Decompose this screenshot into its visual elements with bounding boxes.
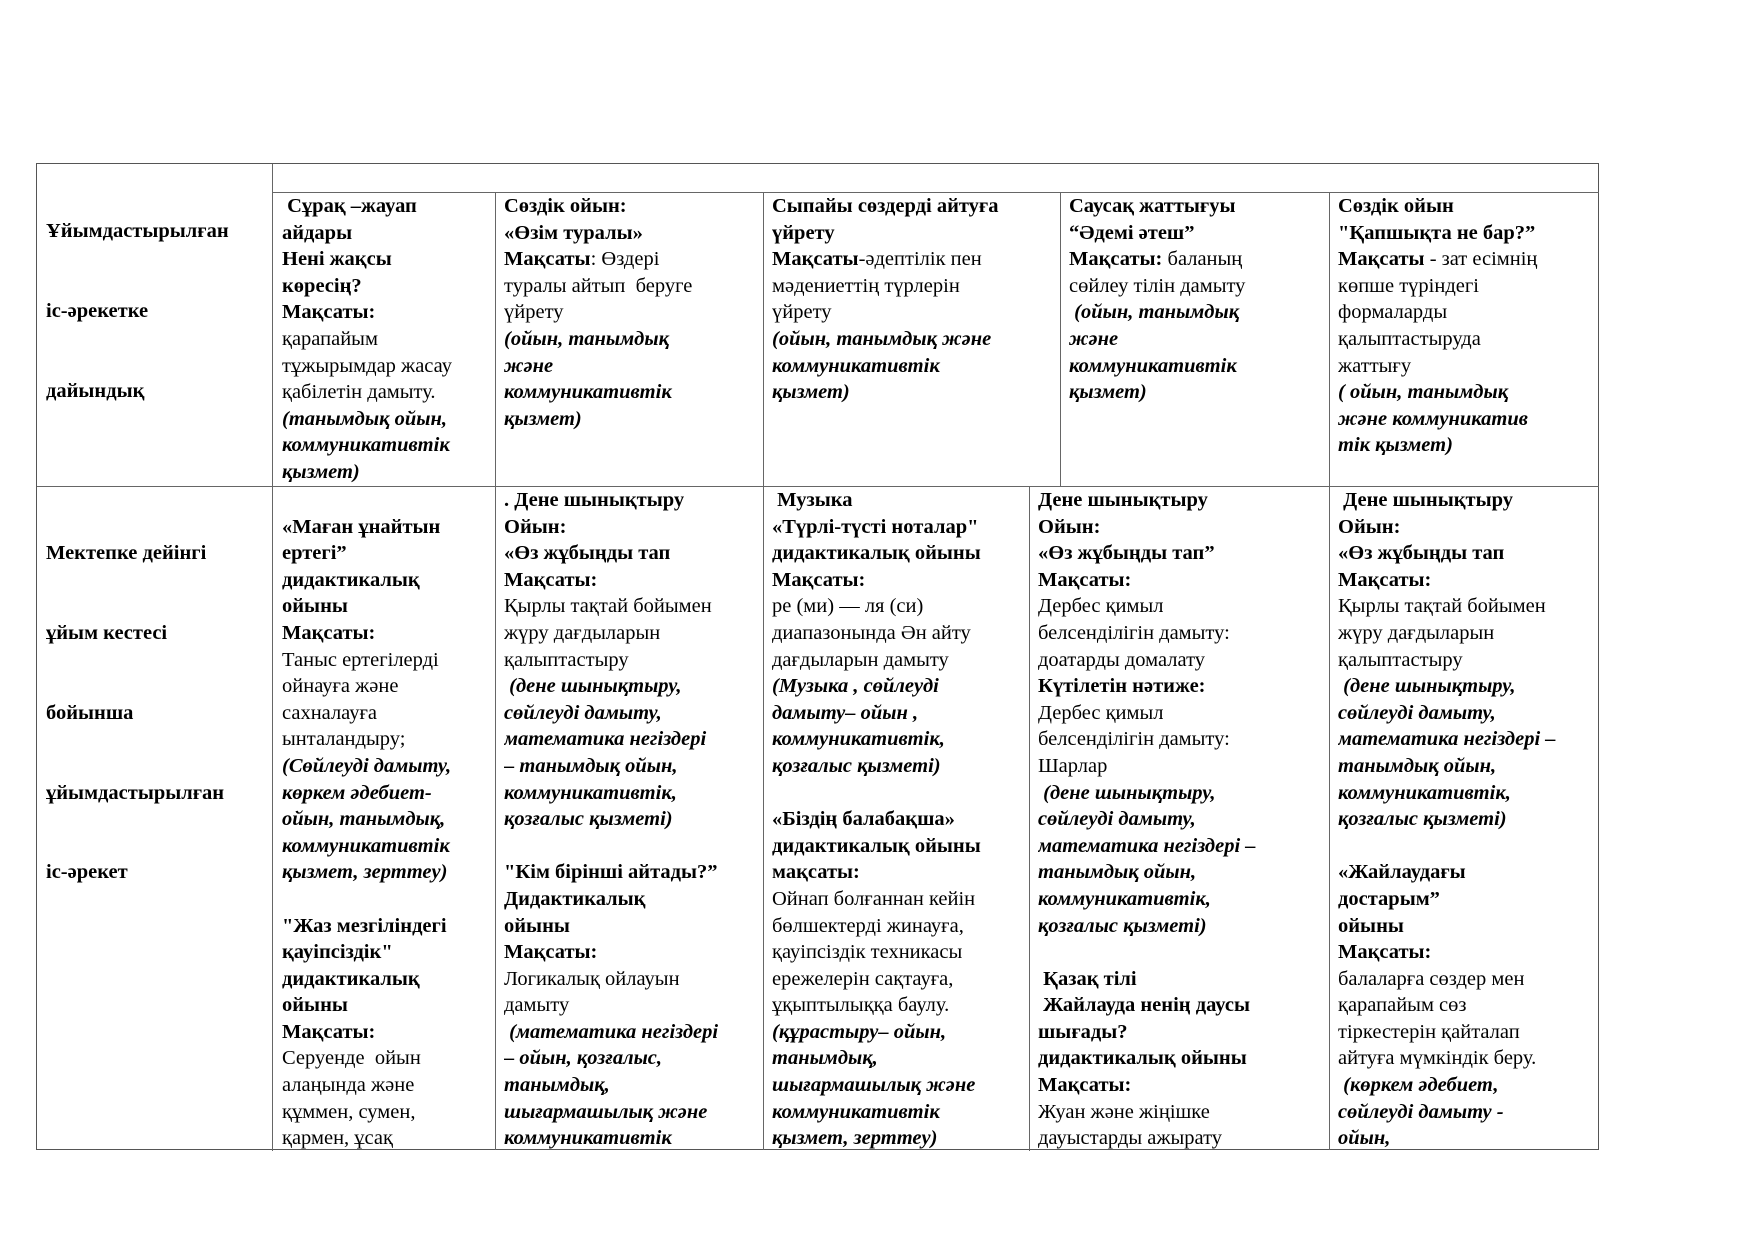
cell-line: сөйлеуді дамыту,: [1038, 808, 1196, 831]
schedule-table: [36, 163, 1599, 1150]
cell-line: Нені жақсы: [282, 248, 392, 271]
cell-line: шығармашылық және: [504, 1100, 708, 1123]
cell-line: ойыны: [1338, 914, 1404, 937]
cell-line: мақсаты:: [772, 861, 860, 884]
cell-line: . Дене шынықтыру: [504, 489, 685, 511]
cell-line: коммуникативтік,: [772, 728, 945, 751]
cell-line: көпше түріндегі: [1338, 274, 1479, 297]
cell-line: Мақсаты:: [1338, 568, 1432, 591]
row-header-line: ұйым кестесі: [46, 621, 168, 644]
cell-line: көркем әдебиет-: [282, 781, 432, 804]
cell-line: ережелерін сақтауға,: [772, 967, 954, 990]
cell-line: дидактикалық ойыны: [772, 834, 981, 857]
cell-line: – ойын, қозғалыс,: [504, 1047, 663, 1070]
cell-line: бөлшектерді жинауға,: [772, 914, 964, 937]
cell-line: қозғалыс қызметі): [504, 808, 673, 831]
cell-line: ре (ми) — ля (си): [772, 595, 924, 618]
cell-line: дамыту– ойын ,: [772, 701, 919, 724]
prep-cell: [504, 193, 762, 485]
cell-line: Мақсаты:: [1038, 568, 1132, 591]
cell-line: тұжырымдар жасау: [282, 354, 452, 377]
cell-line: «Өзім туралы»: [504, 221, 643, 244]
cell-line: Мақсаты:: [504, 568, 598, 591]
cell-line: ойыны: [282, 994, 348, 1017]
cell-line: көресің?: [282, 274, 362, 297]
cell-line: қызмет): [1069, 381, 1147, 404]
cell-line: дауыстарды ажырату: [1038, 1127, 1223, 1149]
cell-line: Мақсаты:: [282, 301, 376, 324]
cell-line: (ойын, танымдық: [504, 327, 669, 350]
cell-line: [282, 886, 494, 913]
cell-line: Дене шынықтыру: [1338, 489, 1514, 511]
cell-line: ойыны: [504, 914, 570, 937]
cell-line: ұқыптылыққа баулу.: [772, 994, 950, 1017]
cell-line: формаларды: [1338, 301, 1448, 324]
cell-line: қозғалыс қызметі): [1338, 808, 1507, 831]
cell-line: туралы айтып беруге: [504, 274, 693, 297]
cell-line: жаттығу: [1338, 354, 1412, 377]
cell-line: ойын, танымдық,: [282, 808, 446, 831]
cell-line-rest: - зат есімнің: [1424, 248, 1538, 271]
cell-line: қалыптастыру: [1338, 648, 1463, 671]
cell-line: Жуан және жіңішке: [1038, 1100, 1210, 1123]
cell-line: танымдық ойын,: [1038, 861, 1197, 884]
cell-line: үйрету: [772, 301, 832, 324]
cell-line: Қырлы тақтай бойымен: [504, 595, 712, 618]
cell-line: сахналауға: [282, 701, 377, 724]
cell-line: қызмет): [504, 407, 582, 430]
org-cell: [772, 487, 1028, 1149]
cell-line: Дербес қимыл: [1038, 701, 1164, 724]
cell-line: ынталандыру;: [282, 728, 406, 751]
cell-line: (Сөйлеуді дамыту,: [282, 754, 452, 777]
cell-line: айдары: [282, 221, 353, 244]
cell-line: [504, 246, 762, 273]
cell-line: «Біздің балабақша»: [772, 808, 955, 831]
cell-line: Ойын:: [504, 515, 567, 538]
cell-line: үйрету: [772, 221, 835, 244]
cell-line: және коммуникатив: [1338, 407, 1528, 430]
cell-line: қалыптастыру: [504, 648, 629, 671]
cell-line: Күтілетін нәтиже:: [1038, 675, 1206, 698]
cell-line: айтуға мүмкіндік беру.: [1338, 1047, 1537, 1070]
prep-cell: [1069, 193, 1327, 485]
cell-line: "Қапшықта не бар?”: [1338, 221, 1536, 244]
cell-line: Логикалық ойлауын: [504, 967, 680, 990]
cell-line: Ойын:: [1038, 515, 1101, 538]
cell-line: коммуникативтік,: [1338, 781, 1511, 804]
cell-line: Қазақ тілі: [1038, 967, 1137, 990]
cell-line: ертегі”: [282, 542, 347, 565]
cell-line: құммен, сумен,: [282, 1100, 416, 1123]
row-header-preparation: [46, 165, 268, 485]
cell-line: коммуникативтік: [772, 1100, 940, 1123]
cell-line-label: Мақсаты: [504, 248, 591, 271]
cell-line: сөйлеуді дамыту -: [1338, 1100, 1504, 1123]
cell-line: танымдық ойын,: [1338, 754, 1497, 777]
cell-line: ойнауға және: [282, 675, 399, 698]
cell-line: қозғалыс қызметі): [772, 754, 941, 777]
cell-line: Сыпайы сөздерді айтуға: [772, 195, 999, 217]
cell-line: қозғалыс қызметі): [1038, 914, 1207, 937]
cell-line: Ойнап болғаннан кейін: [772, 887, 976, 910]
cell-line: танымдық,: [504, 1074, 610, 1097]
cell-line: Сөздік ойын:: [504, 195, 627, 217]
cell-line: «Өз жұбыңды тап”: [1038, 542, 1215, 565]
cell-line-label: Мақсаты: [772, 248, 859, 271]
cell-line: коммуникативтік: [504, 1127, 672, 1149]
cell-line: қармен, ұсақ: [282, 1127, 393, 1149]
cell-line: шығармашылық және: [772, 1074, 976, 1097]
cell-line: қауіпсіздік техникасы: [772, 941, 963, 964]
cell-line: «Жайлаудағы: [1338, 861, 1466, 884]
cell-line-rest: : Өздері: [590, 248, 660, 271]
cell-line: [504, 833, 762, 860]
cell-line: белсенділігін дамыту:: [1038, 728, 1230, 751]
cell-line: белсенділігін дамыту:: [1038, 621, 1230, 644]
cell-line-rest: баланың: [1162, 248, 1243, 271]
cell-line: танымдық,: [772, 1047, 878, 1070]
cell-line-label: Мақсаты: [1338, 248, 1425, 271]
org-cell: [1038, 487, 1328, 1149]
row-header-organized-activity: [46, 487, 268, 1147]
cell-line: (құрастыру– ойын,: [772, 1020, 947, 1043]
cell-line: Жайлауда ненің даусы: [1038, 994, 1251, 1017]
cell-line: қызмет): [282, 460, 360, 483]
cell-line: коммуникативтік: [504, 381, 672, 404]
cell-line: математика негіздері –: [1338, 728, 1556, 751]
cell-line: дидактикалық: [282, 967, 420, 990]
cell-line: (ойын, танымдық және: [772, 327, 992, 350]
cell-line: дидактикалық: [282, 568, 420, 591]
org-cell: [1338, 487, 1598, 1149]
cell-line: достарым”: [1338, 887, 1440, 910]
cell-line: ( ойын, танымдық: [1338, 381, 1509, 404]
cell-line: коммуникативтік: [772, 354, 940, 377]
cell-line-rest: -әдептілік пен: [858, 248, 982, 271]
cell-line: балаларға сөздер мен: [1338, 967, 1525, 990]
cell-line: «Өз жұбыңды тап: [504, 542, 671, 565]
prep-cell: [282, 193, 494, 485]
cell-line: Мақсаты:: [1338, 941, 1432, 964]
cell-line: шығады?: [1038, 1020, 1128, 1043]
org-cell: [282, 487, 494, 1149]
cell-line: [772, 246, 1058, 273]
cell-line: Дербес қимыл: [1038, 595, 1164, 618]
cell-line: Қырлы тақтай бойымен: [1338, 595, 1546, 618]
cell-line: ойын,: [1338, 1127, 1391, 1149]
row-header-line: дайындық: [46, 379, 145, 402]
cell-line: қарапайым: [282, 327, 378, 350]
cell-line: қызмет, зерттеу): [282, 861, 448, 884]
cell-line: (математика негіздері: [504, 1020, 719, 1043]
cell-line: "Кім бірінші айтады?”: [504, 861, 718, 884]
cell-line: Мақсаты:: [1038, 1074, 1132, 1097]
cell-line: (дене шынықтыру,: [1338, 675, 1516, 698]
cell-line: жүру дағдыларын: [1338, 621, 1495, 644]
cell-line: (дене шынықтыру,: [1038, 781, 1216, 804]
cell-line-label: Мақсаты:: [1069, 248, 1163, 271]
cell-line: коммуникативтік: [282, 834, 450, 857]
cell-line: [1338, 246, 1598, 273]
intro-text: [282, 165, 1592, 192]
cell-line: [1338, 833, 1598, 860]
cell-line: қызмет, зерттеу): [772, 1127, 938, 1149]
cell-line: дамыту: [504, 994, 570, 1017]
cell-line: жүру дағдыларын: [504, 621, 661, 644]
cell-line: Саусақ жаттығуы: [1069, 195, 1236, 217]
cell-line: коммуникативтік: [282, 434, 450, 457]
cell-line: қауіпсіздік": [282, 941, 393, 964]
cell-line: коммуникативтік,: [1038, 887, 1211, 910]
cell-line: Мақсаты:: [282, 621, 376, 644]
cell-line: дағдыларын дамыту: [772, 648, 949, 671]
cell-line: дидактикалық ойыны: [1038, 1047, 1247, 1070]
cell-line: диапазонында Ән айту: [772, 621, 971, 644]
cell-line: "Жаз мезгіліндегі: [282, 914, 447, 937]
cell-line: Мақсаты:: [504, 941, 598, 964]
cell-line: Сөздік ойын: [1338, 195, 1454, 217]
cell-line: Дидактикалық: [504, 887, 646, 910]
cell-line: қалыптастыруда: [1338, 327, 1481, 350]
row-header-line: іс-әрекет: [46, 861, 128, 884]
cell-line: коммуникативтік,: [504, 781, 677, 804]
cell-line: Серуенде ойын: [282, 1047, 421, 1070]
cell-line: сөйлеу тілін дамыту: [1069, 274, 1246, 297]
row-header-line: ұйымдастырылған: [46, 781, 225, 804]
row-header-line: Мектепке дейінгі: [46, 542, 207, 565]
cell-line: дидактикалық ойыны: [772, 542, 981, 565]
cell-line: (көркем әдебиет,: [1338, 1074, 1499, 1097]
cell-line: сөйлеуді дамыту,: [1338, 701, 1496, 724]
cell-line: коммуникативтік: [1069, 354, 1237, 377]
cell-line: алаңында және: [282, 1074, 415, 1097]
cell-line: доатарды домалату: [1038, 648, 1206, 671]
cell-line: (Музыка , сөйлеуді: [772, 675, 939, 698]
cell-line: – танымдық ойын,: [504, 754, 678, 777]
cell-line: және: [504, 354, 554, 377]
prep-cell: [772, 193, 1058, 485]
cell-line: математика негіздері: [504, 728, 707, 751]
cell-line: (дене шынықтыру,: [504, 675, 682, 698]
cell-line: қабілетін дамыту.: [282, 381, 436, 404]
cell-line: ойыны: [282, 595, 348, 618]
cell-line: үйрету: [504, 301, 564, 324]
cell-line: мәдениеттің түрлерін: [772, 274, 960, 297]
cell-line: (ойын, танымдық: [1069, 301, 1240, 324]
cell-line: қарапайым сөз: [1338, 994, 1467, 1017]
cell-line: Музыка: [772, 489, 853, 511]
cell-line: Шарлар: [1038, 754, 1108, 777]
row-header-line: іс-әрекетке: [46, 299, 149, 322]
row-header-line: Ұйымдастырылған: [46, 220, 229, 243]
cell-line: [772, 780, 1028, 807]
cell-line: Сұрақ –жауап: [282, 195, 417, 217]
cell-line: [282, 487, 494, 514]
cell-line: сөйлеуді дамыту,: [504, 701, 662, 724]
cell-line: Мақсаты:: [772, 568, 866, 591]
cell-line: (танымдық ойын,: [282, 407, 447, 430]
cell-line: және: [1069, 327, 1119, 350]
cell-line: тік қызмет): [1338, 434, 1453, 457]
cell-line: “Әдемі әтеш”: [1069, 221, 1195, 244]
cell-line: Мақсаты:: [282, 1020, 376, 1043]
cell-line: «Түрлі-түсті ноталар": [772, 515, 979, 538]
cell-line: математика негіздері –: [1038, 834, 1256, 857]
cell-line: Ойын:: [1338, 515, 1401, 538]
cell-line: қызмет): [772, 381, 850, 404]
row-header-line: бойынша: [46, 701, 134, 724]
cell-line: «Маған ұнайтын: [282, 515, 441, 538]
cell-line: [1038, 939, 1328, 966]
cell-line: «Өз жұбыңды тап: [1338, 542, 1505, 565]
org-cell: [504, 487, 762, 1149]
cell-line: [1069, 246, 1327, 273]
cell-line: Таныс ертегілерді: [282, 648, 439, 671]
cell-line: тіркестерін қайталап: [1338, 1020, 1520, 1043]
cell-line: Дене шынықтыру: [1038, 489, 1208, 511]
prep-cell: [1338, 193, 1598, 485]
